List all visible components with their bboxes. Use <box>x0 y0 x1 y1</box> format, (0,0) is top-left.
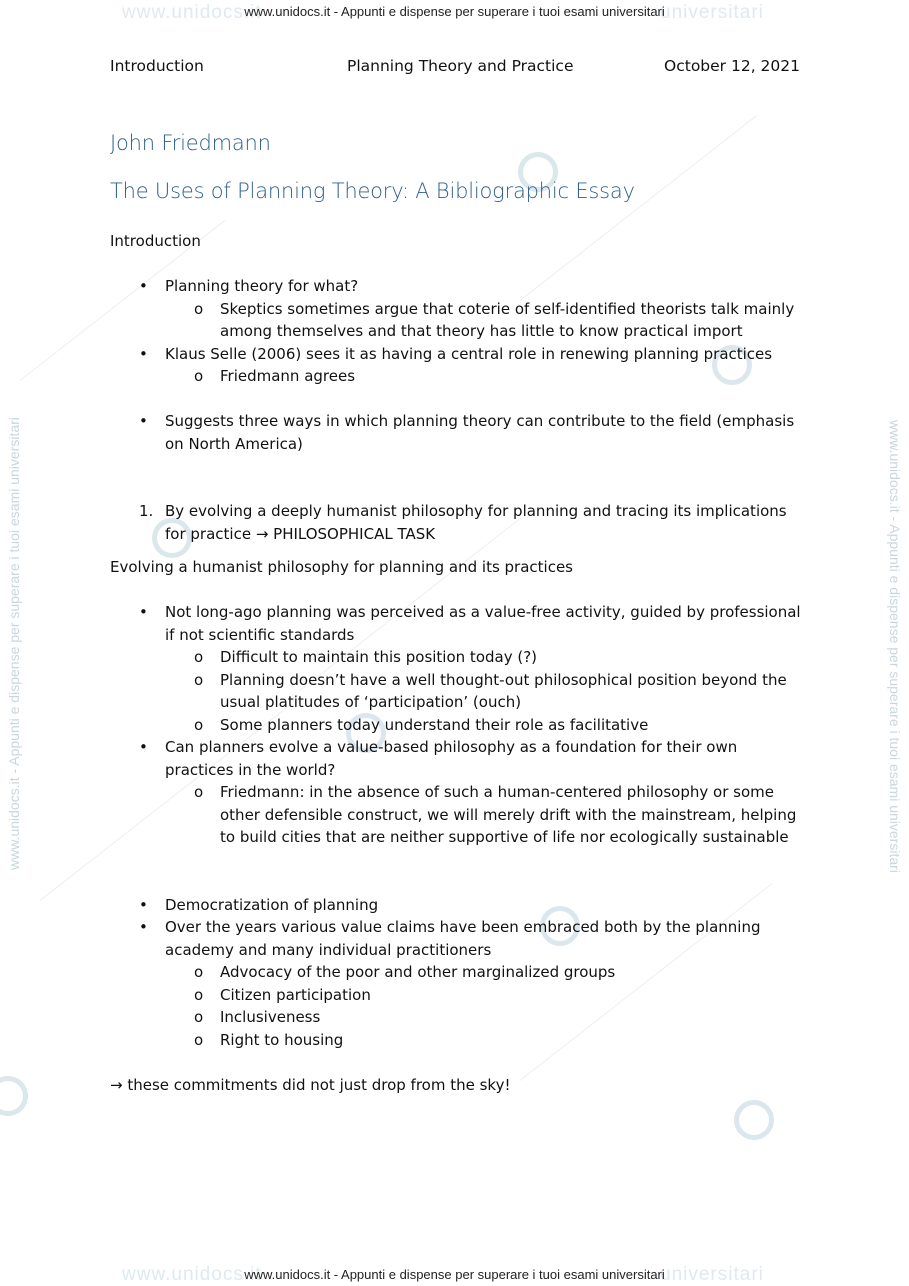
header-date: October 12, 2021 <box>664 57 800 75</box>
sub-bullet-icon: o <box>194 367 204 385</box>
watermark-ghost-right: universitari <box>660 2 764 23</box>
sub-bullet-icon: o <box>194 985 204 1004</box>
watermark-side-right: www.unidocs.it - Appunti e dispense per superare i tuoi esami universitari <box>887 420 903 873</box>
list-item: • Suggests three ways in which planning theory can contribute to the field (emphasis on North America) <box>139 412 795 453</box>
sub-bullet-icon: o <box>194 670 204 689</box>
sub-bullet-icon: o <box>194 715 204 734</box>
sub-bullet-icon: o <box>194 299 204 318</box>
list-item: o Citizen participation <box>110 984 810 1007</box>
list-item: o Planning doesn’t have a well thought-out philosophical position beyond the usual platitudes of ‘participation’ (ouch) <box>194 670 787 711</box>
list-item: o Friedmann: in the absence of such a human-centered philosophy or some other defensible construct, we will merely drift with the mainstream, helping to build cities that are neither supportive of life nor ecologically sustainable <box>194 783 797 846</box>
section-heading: Evolving a humanist philosophy for planning and its practices <box>110 558 574 576</box>
header-course: Planning Theory and Practice <box>347 57 574 75</box>
bullet-icon: • <box>139 412 148 430</box>
sub-bullet-icon: o <box>194 1030 204 1049</box>
header-section: Introduction <box>110 57 204 75</box>
list-item: o Difficult to maintain this position today (?) <box>110 646 810 669</box>
bullet-icon: • <box>139 738 148 756</box>
bullet-icon: • <box>139 895 148 914</box>
watermark-ghost-right: universitari <box>660 1264 764 1285</box>
bullet-icon: • <box>139 344 148 363</box>
bullet-icon: • <box>139 918 148 936</box>
page-header <box>110 57 800 79</box>
list-item: o Some planners today understand their role as facilitative <box>110 714 810 737</box>
bullet-icon: • <box>139 277 148 295</box>
sub-bullet-icon: o <box>194 783 204 801</box>
watermark-top: www.unidocs.it - Appunti e dispense per superare i tuoi esami universitari <box>244 4 665 19</box>
watermark-ghost-left: www.unidocs.it <box>122 2 262 23</box>
list-item: • Klaus Selle (2006) sees it as having a central role in renewing planning practices <box>110 343 810 366</box>
list-item: • Planning theory for what? <box>110 275 810 298</box>
sub-bullet-icon: o <box>194 648 204 666</box>
list-item: o Right to housing <box>110 1029 810 1052</box>
sub-bullet-icon: o <box>194 1008 204 1026</box>
list-item: • Democratization of planning <box>110 894 810 917</box>
list-item: • Over the years various value claims have been embraced both by the planning academy and many individual practitioners <box>139 918 761 959</box>
closing-note: → these commitments did not just drop from the sky! <box>110 1075 511 1094</box>
list-item: • Can planners evolve a value-based philosophy as a foundation for their own practices in the world? <box>139 738 738 779</box>
list-item: o Inclusiveness <box>110 1006 810 1029</box>
section-heading: Introduction <box>110 232 201 250</box>
watermark-logo-icon <box>0 1076 28 1116</box>
document-body <box>110 230 810 1096</box>
list-item: o Skeptics sometimes argue that coterie of self-identified theorists talk mainly among themselves and that theory has little to know practical import <box>194 299 795 340</box>
numbered-item: 1. By evolving a deeply humanist philosophy for planning and tracing its implications for practice → PHILOSOPHICAL TASK <box>139 502 787 543</box>
watermark-logo-icon <box>734 1100 774 1140</box>
bullet-icon: • <box>139 603 148 621</box>
sub-bullet-icon: o <box>194 963 204 981</box>
author-title: John Friedmann <box>110 131 271 155</box>
watermark-side-left: www.unidocs.it - Appunti e dispense per superare i tuoi esami universitari <box>6 417 22 870</box>
item-number: 1. <box>139 502 154 520</box>
watermark-ghost-left: www.unidocs.it <box>122 1264 262 1285</box>
list-item: • Not long-ago planning was perceived as a value-free activity, guided by professional if not scientific standards <box>139 603 801 644</box>
list-item: o Friedmann agrees <box>110 365 810 388</box>
watermark-bottom: www.unidocs.it - Appunti e dispense per superare i tuoi esami universitari <box>244 1267 665 1282</box>
list-item: o Advocacy of the poor and other marginalized groups <box>110 961 810 984</box>
work-title: The Uses of Planning Theory: A Bibliographic Essay <box>110 179 635 203</box>
